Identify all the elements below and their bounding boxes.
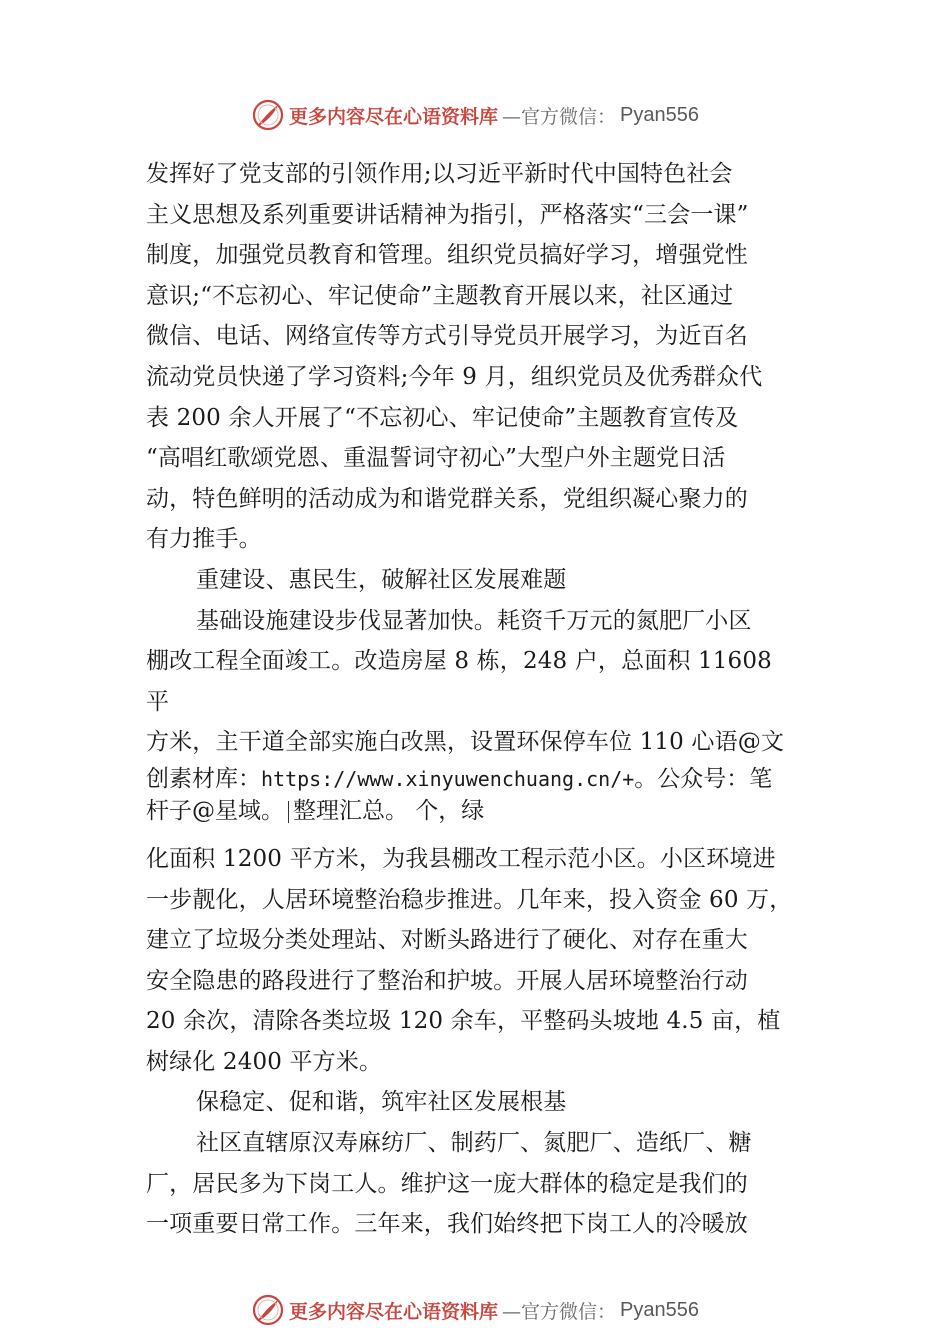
- text-line: 发挥好了党支部的引领作用;以习近平新时代中国特色社会: [146, 161, 733, 187]
- text-line: 制度，加强党员教育和管理。组织党员搞好学习，增强党性: [146, 242, 748, 269]
- footer-banner: [0, 1290, 950, 1330]
- header-wechat-id: Pyan556: [620, 103, 699, 126]
- text-line: 20 余次，清除各类垃圾 120 余车，平整码头坡地 4.5 亩，植: [146, 1008, 781, 1035]
- watermark-suffix: 。公众号：笔: [634, 765, 773, 792]
- watermark-line-2: [146, 795, 818, 827]
- text-line: 树绿化 2400 平方米。: [146, 1048, 383, 1075]
- section-heading: 重建设、惠民生，破解社区发展难题: [196, 566, 567, 593]
- text-line: 流动党员快递了学习资料;今年 9 月，组织党员及优秀群众代: [146, 363, 763, 390]
- text-line: “高唱红歌颂党恩、重温誓词守初心”大型户外主题党日活: [146, 445, 726, 472]
- quill-logo-icon: [251, 98, 285, 132]
- document-body: [146, 154, 818, 1245]
- watermark-url: https://www.xinyuwenchuang.cn/+: [261, 766, 635, 791]
- text-line: 化面积 1200 平方米，为我县棚改工程示范小区。小区环境进: [146, 845, 776, 872]
- footer-wechat-label: —官方微信：: [502, 1300, 617, 1323]
- text-line: 建立了垃圾分类处理站、对断头路进行了硬化、对存在重大: [146, 927, 748, 954]
- text-line: 一步靓化，人居环境整治稳步推进。几年来，投入资金 60 万，: [146, 886, 793, 913]
- text-line: 厂，居民多为下岗工人。维护这一庞大群体的稳定是我们的: [146, 1170, 748, 1197]
- text-line: 棚改工程全面竣工。改造房屋 8 栋，248 户，总面积 11608: [146, 648, 772, 675]
- header-wechat-label: —官方微信：: [502, 105, 617, 128]
- text-line: 有力推手。: [146, 526, 262, 553]
- text-line: 方米，主干道全部实施白改黑，设置环保停车位 110 心语@文: [146, 729, 785, 756]
- text-line: 动，特色鲜明的活动成为和谐党群关系，党组织凝心聚力的: [146, 485, 748, 512]
- text-line: 社区直辖原汉寿麻纺厂、制药厂、氮肥厂、造纸厂、糖: [196, 1130, 752, 1157]
- text-line: 表 200 余人开展了“不忘初心、牢记使命”主题教育宣传及: [146, 404, 739, 431]
- text-cursor: [288, 801, 289, 823]
- watermark-line: [146, 763, 818, 795]
- text-line: 微信、电话、网络宣传等方式引导党员开展学习，为近百名: [146, 323, 748, 350]
- quill-logo-icon: [251, 1293, 285, 1327]
- footer-site-name: 更多内容尽在心语资料库: [289, 1300, 499, 1323]
- text-line: 意识;“不忘初心、牢记使命”主题教育开展以来，社区通过: [146, 282, 734, 309]
- text-line: 主义思想及系列重要讲话精神为指引，严格落实“三会一课”: [146, 201, 749, 228]
- text-line: 安全隐患的路段进行了整治和护坡。开展人居环境整治行动: [146, 967, 748, 994]
- text-line: 基础设施建设步伐显著加快。耗资千万元的氮肥厂小区: [196, 607, 752, 634]
- watermark-tail: 整理汇总。 个，绿: [293, 797, 485, 824]
- watermark-prefix: 创素材库：: [146, 765, 261, 792]
- text-line: 平: [146, 688, 170, 715]
- text-line: 一项重要日常工作。三年来，我们始终把下岗工人的冷暖放: [146, 1211, 748, 1238]
- footer-wechat-id: Pyan556: [620, 1298, 699, 1321]
- header-banner: [0, 95, 950, 135]
- header-site-name: 更多内容尽在心语资料库: [289, 105, 499, 128]
- section-heading: 保稳定、促和谐，筑牢社区发展根基: [196, 1089, 567, 1116]
- watermark-account: 杆子@星域。: [146, 797, 284, 824]
